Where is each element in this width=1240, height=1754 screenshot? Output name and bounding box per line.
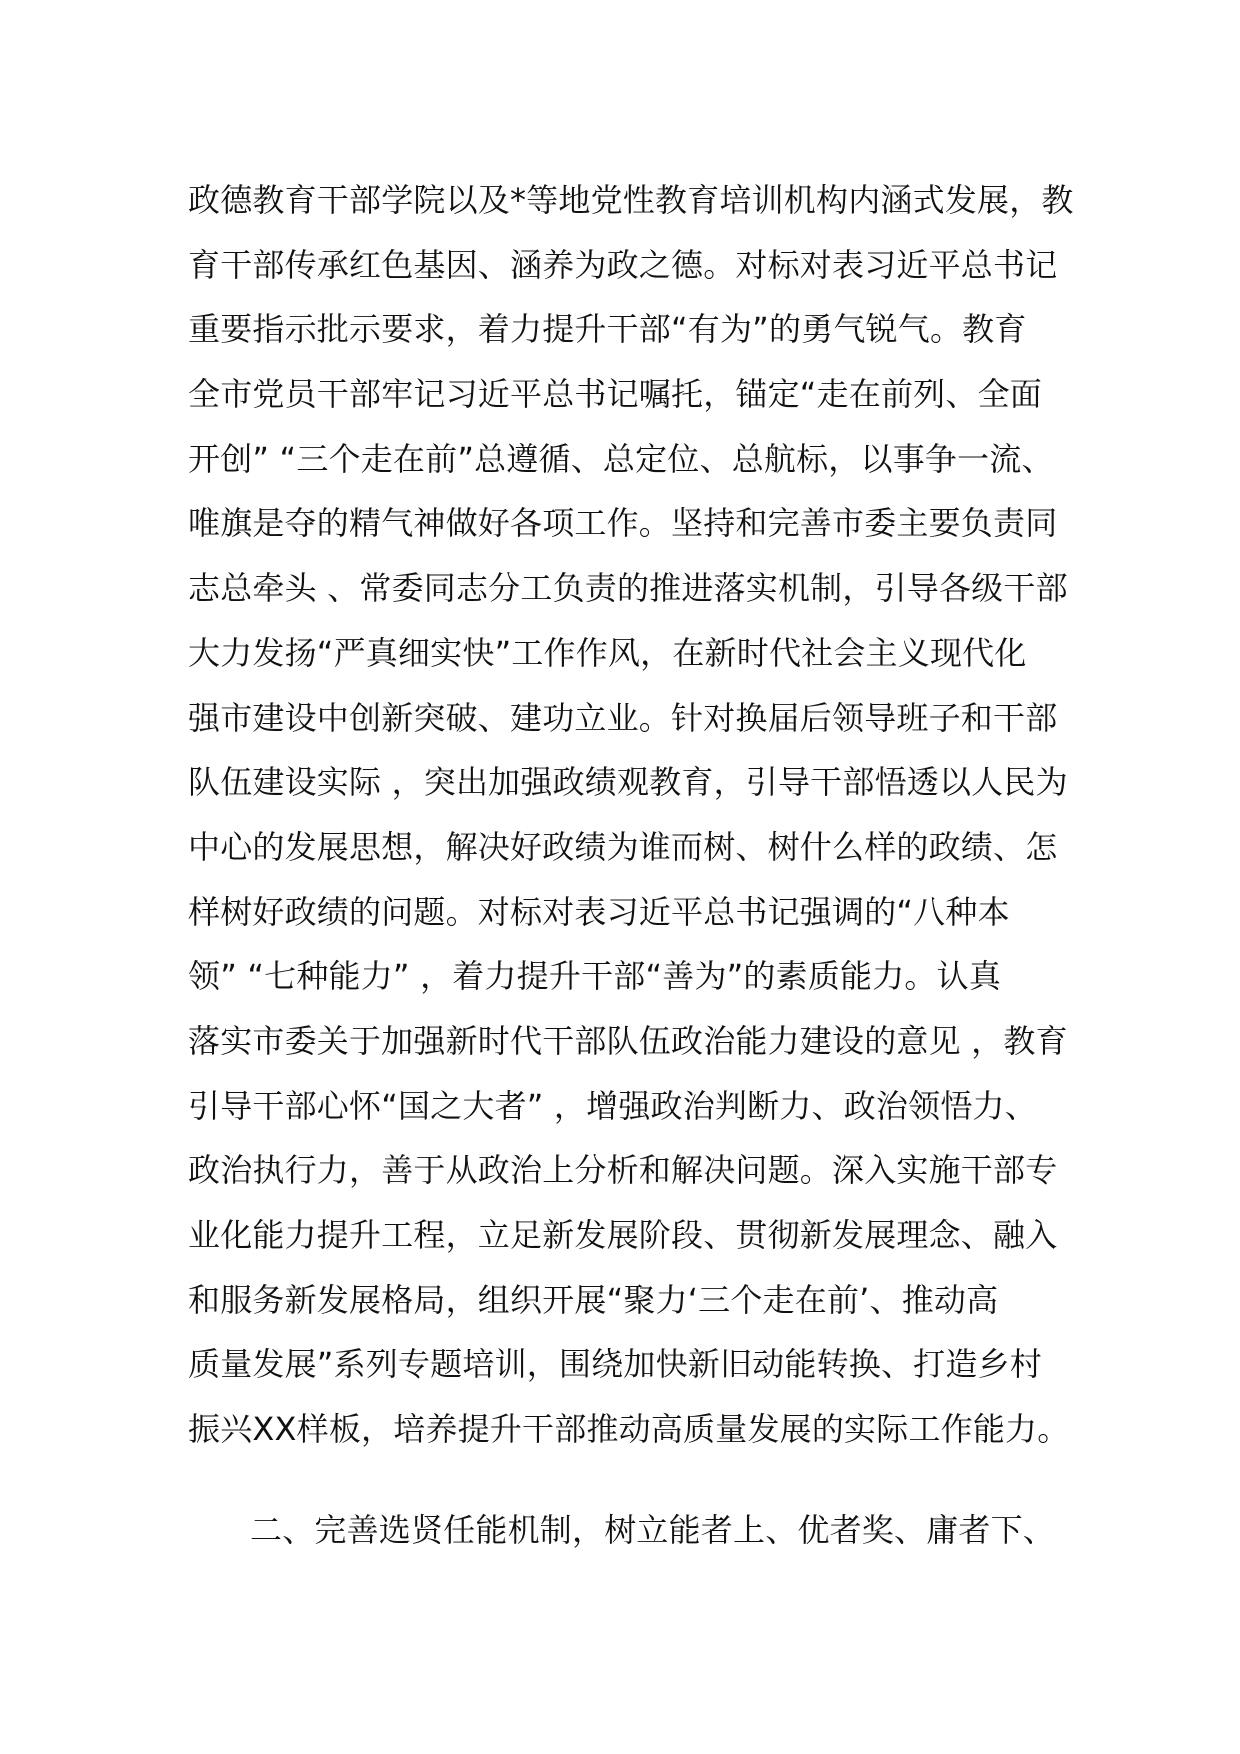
paragraph-line: 全市党员干部牢记习近平总书记嘱托，锚定“走在前列、全面: [188, 375, 1042, 414]
paragraph-line: 领” “七种能力” ，着力提升干部“善为”的素质能力。认真: [188, 957, 1002, 996]
paragraph-line: 大力发扬“严真细实快”工作作风，在新时代社会主义现代化: [188, 633, 1027, 672]
paragraph-line: 落实市委关于加强新时代干部队伍政治能力建设的意见 ，教育: [188, 1021, 1068, 1060]
section-heading: 二、完善选贤任能机制，树立能者上、优者奖、庸者下、: [250, 1511, 1056, 1549]
body-paragraph: [188, 168, 1088, 1462]
paragraph-line: 和服务新发展格局，组织开展“聚力‘三个走在前’、推动高: [188, 1280, 999, 1319]
paragraph-line: 队伍建设实际 ，突出加强政绩观教育，引导干部悟透以人民为: [188, 763, 1068, 802]
paragraph-line: 质量发展”系列专题培训，围绕加快新旧动能转换、打造乡村: [188, 1345, 1042, 1384]
paragraph-line: 开创” “三个走在前”总遵循、总定位、总航标，以事争一流、: [188, 439, 1054, 478]
paragraph-line: 唯旗是夺的精气神做好各项工作。坚持和完善市委主要负责同: [188, 504, 1058, 543]
paragraph-line: 中心的发展思想，解决好政绩为谁而树、树什么样的政绩、怎: [188, 827, 1058, 866]
paragraph-line: 样树好政绩的问题。对标对表习近平总书记强调的“八种本: [188, 892, 1010, 931]
paragraph-line: 业化能力提升工程，立足新发展阶段、贯彻新发展理念、融入: [188, 1216, 1058, 1254]
paragraph-line: 育干部传承红色基因、涵养为政之德。对标对表习近平总书记: [188, 245, 1058, 284]
paragraph-line: 引导干部心怀“国之大者” ，增强政治判断力、政治领悟力、: [188, 1086, 1037, 1125]
paragraph-line: 振兴XX样板，培养提升干部推动高质量发展的实际工作能力。: [188, 1410, 1070, 1449]
paragraph-line: 强市建设中创新突破、建功立业。针对换届后领导班子和干部: [188, 698, 1058, 737]
paragraph-line: 志总牵头 、常委同志分工负责的推进落实机制，引导各级干部: [188, 569, 1068, 608]
paragraph-line: 政德教育干部学院以及*等地党性教育培训机构内涵式发展，教: [188, 181, 1074, 219]
paragraph-line: 政治执行力，善于从政治上分析和解决问题。深入实施干部专: [188, 1151, 1058, 1190]
paragraph-line: 重要指示批示要求，着力提升干部“有为”的勇气锐气。教育: [188, 310, 1027, 349]
